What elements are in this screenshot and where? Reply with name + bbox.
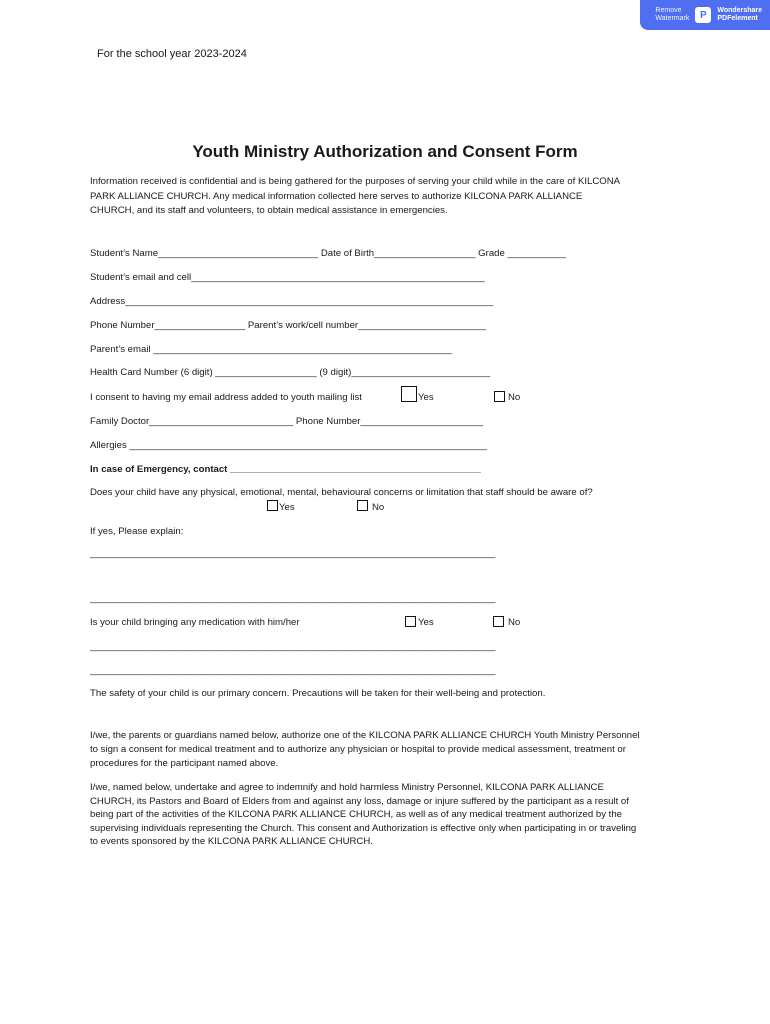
authorization-line: I/we, the parents or guardians named below, authorize one of the KILCONA PARK ALLIANCE CHURCH Youth Ministry Personnel [90,730,640,741]
concerns-no-checkbox[interactable] [357,500,368,511]
medication-no-checkbox[interactable] [493,616,504,627]
brand-line2: PDFelement [717,15,758,22]
medication-line[interactable]: ____________________________________________________________________________ [90,641,496,652]
indemnity-paragraph [90,781,675,849]
indemnity-line: being part of the activities of the KILCONA PARK ALLIANCE CHURCH, as well as of any medical treatment authorized by the [90,809,622,820]
family-doctor-field[interactable]: Family Doctor___________________________ Phone Number_______________________ [90,416,484,427]
phone-field[interactable]: Phone Number_________________ Parent’s work/cell number________________________ [90,320,487,331]
address-field[interactable]: Address_____________________________________________________________________ [90,296,494,307]
concerns-question: Does your child have any physical, emotional, mental, behavioural concerns or limitation that staff should be aware of? [90,487,593,498]
health-card-field[interactable]: Health Card Number (6 digit) ___________________ (9 digit)__________________________ [90,367,491,378]
remove-watermark-line1: Remove [655,7,682,14]
concerns-no-label: No [372,502,385,513]
concerns-yes-label: Yes [279,502,295,513]
indemnity-line: to events sponsored by the KILCONA PARK ALLIANCE CHURCH. [90,836,373,847]
medication-question: Is your child bringing any medication with him/her [90,617,300,628]
authorization-line: to sign a consent for medical treatment and to authorize any physician or hospital to provide medical assessment, treatment or [90,744,626,755]
indemnity-line: supervising individuals representing the Church. This consent and Authorization is effective only when participating in or traveling [90,822,637,834]
medication-no-label: No [508,617,521,628]
intro-line: Information received is confidential and is being gathered for the purposes of serving your child while in the care of KILCONA [90,176,621,187]
medication-yes-checkbox[interactable] [405,616,416,627]
email-consent-no-label: No [508,392,521,403]
pdfelement-logo-icon: P [695,7,711,23]
page-title: Youth Ministry Authorization and Consent Form [192,142,578,161]
student-name-field[interactable]: Student’s Name______________________________ Date of Birth___________________ Grade ___________ [90,248,567,259]
allergies-field[interactable]: Allergies ___________________________________________________________________ [90,440,487,451]
authorization-paragraph [90,729,675,771]
parent-email-field[interactable]: Parent’s email ________________________________________________________ [90,344,453,355]
indemnity-line: I/we, named below, undertake and agree to indemnify and hold harmless Ministry Personnel, KILCONA PARK ALLIANCE [90,782,604,793]
indemnity-line: CHURCH, its Pastors and Board of Elders from and against any loss, damage or injure suffered by the participant as a result of [90,795,629,807]
intro-line: PARK ALLIANCE CHURCH. Any medical information collected here serves to authorize KILCONA PARK ALLIANCE [90,190,583,202]
medication-line[interactable]: ____________________________________________________________________________ [90,665,496,676]
pdfelement-brand [717,7,762,23]
medication-yes-label: Yes [418,617,434,628]
authorization-line: procedures for the participant named above. [90,758,279,769]
email-consent-yes-checkbox[interactable] [401,386,417,402]
emergency-contact-field[interactable]: In case of Emergency, contact _______________________________________________ [90,464,481,475]
remove-watermark-label[interactable] [655,7,689,23]
explain-line[interactable]: ____________________________________________________________________________ [90,548,496,559]
concerns-yes-checkbox[interactable] [267,500,278,511]
email-consent-no-checkbox[interactable] [494,391,505,402]
intro-line: CHURCH, and its staff and volunteers, to obtain medical assistance in emergencies. [90,205,448,216]
email-consent-label: I consent to having my email address added to youth mailing list [90,392,362,403]
brand-line1: Wondershare [717,7,762,14]
school-year: For the school year 2023-2024 [97,48,247,60]
remove-watermark-line2: Watermark [655,15,690,22]
explain-line[interactable]: ____________________________________________________________________________ [90,593,496,604]
safety-statement: The safety of your child is our primary concern. Precautions will be taken for their well-being and protection. [90,688,546,699]
if-yes-label: If yes, Please explain: [90,526,184,537]
email-consent-yes-label: Yes [418,392,434,403]
remove-watermark-badge[interactable] [640,0,770,30]
student-email-field[interactable]: Student’s email and cell_______________________________________________________ [90,272,485,283]
intro-paragraph [90,175,675,219]
